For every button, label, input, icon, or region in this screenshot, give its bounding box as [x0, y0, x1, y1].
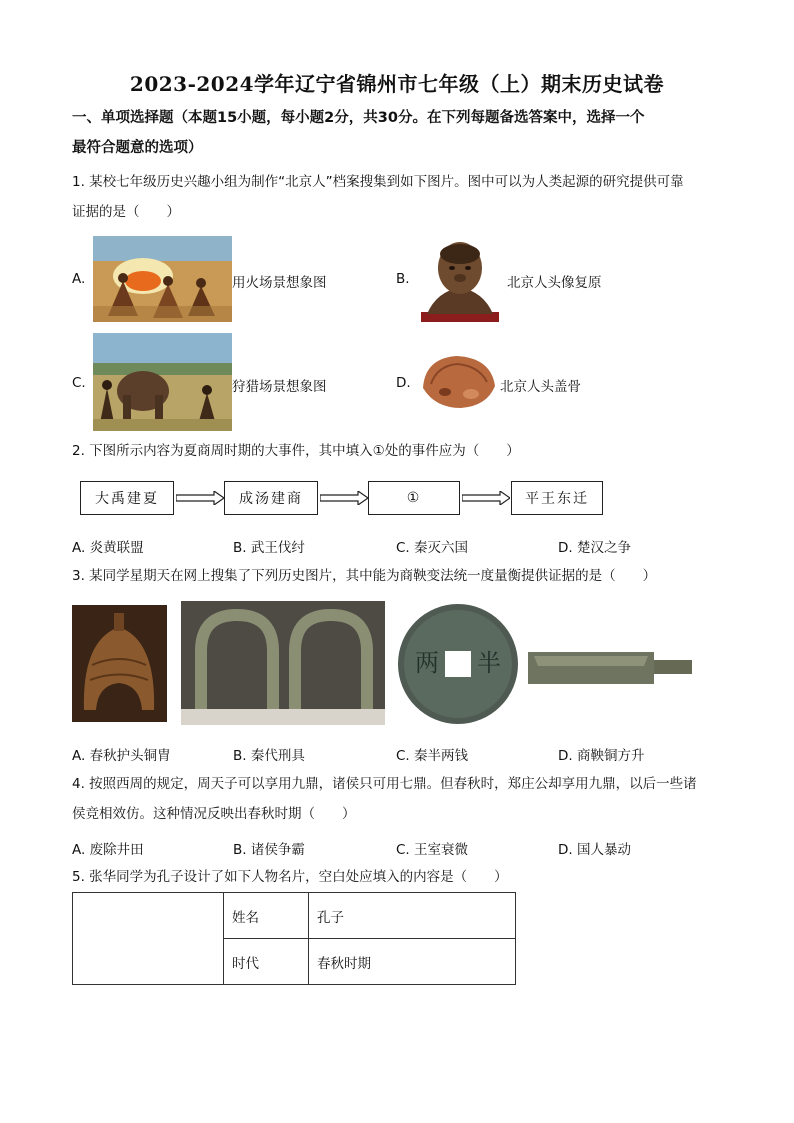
section-header-line1: 一、单项选择题（本题15小题，每小题2分，共30分。在下列每题备选答案中，选择一个 [72, 110, 645, 126]
flow-box-shang: 成汤建商 [224, 481, 318, 515]
profile-card-table [72, 892, 516, 985]
question-4-stem [72, 769, 724, 829]
q3-option-d[interactable]: D. 商鞅铜方升 [558, 748, 645, 764]
flow-arrow-3 [462, 491, 510, 505]
q3-option-b[interactable]: B. 秦代刑具 [233, 748, 305, 764]
q1-option-d-letter[interactable]: D. [396, 375, 411, 391]
q1-option-b-caption: 北京人头像复原 [507, 275, 602, 291]
flow-box-xia: 大禹建夏 [80, 481, 174, 515]
question-4-line2: 侯竞相效仿。这种情况反映出春秋时期（ ） [72, 806, 356, 822]
q1-option-b-letter[interactable]: B. [396, 271, 410, 287]
bronze-helmet-image [72, 605, 167, 722]
flow-box-blank: ① [368, 481, 460, 515]
flow-arrow-2 [320, 491, 368, 505]
question-4-line1: 4. 按照西周的规定，周天子可以享用九鼎，诸侯只可用七鼎。但春秋时，郑庄公却享用九鼎，以后一些诸 [72, 776, 697, 792]
flow-arrow-1 [176, 491, 224, 505]
q4-option-c[interactable]: C. 王室衰微 [396, 842, 469, 858]
question-1-line2: 证据的是（ ） [72, 204, 180, 220]
question-1-stem [72, 167, 724, 227]
question-1-line1: 1. 某校七年级历史兴趣小组为制作“北京人”档案搜集到如下图片。图中可以为人类起源的研究提供可靠 [72, 174, 684, 190]
page-title: 2023-2024学年辽宁省锦州市七年级（上）期末历史试卷 [129, 72, 665, 96]
qin-shackles-image [181, 601, 385, 725]
q2-option-a[interactable]: A. 炎黄联盟 [72, 540, 144, 556]
coin-char-ban: 半 [477, 649, 501, 677]
q1-option-d-caption: 北京人头盖骨 [500, 379, 581, 395]
q2-option-c[interactable]: C. 秦灭六国 [396, 540, 469, 556]
q3-option-c[interactable]: C. 秦半两钱 [396, 748, 469, 764]
coin-char-liang: 两 [415, 649, 439, 677]
q2-option-b[interactable]: B. 武王伐纣 [233, 540, 305, 556]
bronze-measure-image [524, 640, 694, 690]
section-header [72, 103, 722, 163]
question-5-stem: 5. 张华同学为孔子设计了如下人物名片，空白处应填入的内容是（ ） [72, 869, 508, 885]
question-2-stem: 2. 下图所示内容为夏商周时期的大事件，其中填入①处的事件应为（ ） [72, 443, 520, 459]
fire-scene-image [93, 236, 232, 322]
section-header-line2: 最符合题意的选项） [72, 140, 203, 156]
q3-option-a[interactable]: A. 春秋护头铜胄 [72, 748, 171, 764]
flow-box-zhou: 平王东迁 [511, 481, 603, 515]
table-row [73, 893, 516, 939]
hunting-scene-image [93, 333, 232, 431]
q1-option-a-letter[interactable]: A. [72, 271, 86, 287]
ban-liang-coin-image [395, 601, 521, 727]
q4-option-b[interactable]: B. 诸侯争霸 [233, 842, 305, 858]
label-cell-era: 时代 [224, 939, 309, 985]
q4-option-a[interactable]: A. 废除井田 [72, 842, 144, 858]
peking-man-bust-image [417, 236, 503, 322]
value-cell-era: 春秋时期 [309, 939, 516, 985]
q2-option-d[interactable]: D. 楚汉之争 [558, 540, 631, 556]
q1-option-a-caption: 用火场景想象图 [232, 275, 327, 291]
blank-cell[interactable] [73, 893, 224, 985]
peking-man-skull-image [417, 348, 499, 414]
q1-option-c-letter[interactable]: C. [72, 375, 86, 391]
question-3-stem: 3. 某同学星期天在网上搜集了下列历史图片，其中能为商鞅变法统一度量衡提供证据的是（ ） [72, 568, 657, 584]
value-cell-name: 孔子 [309, 893, 516, 939]
q1-option-c-caption: 狩猎场景想象图 [232, 379, 327, 395]
label-cell-name: 姓名 [224, 893, 309, 939]
q4-option-d[interactable]: D. 国人暴动 [558, 842, 631, 858]
